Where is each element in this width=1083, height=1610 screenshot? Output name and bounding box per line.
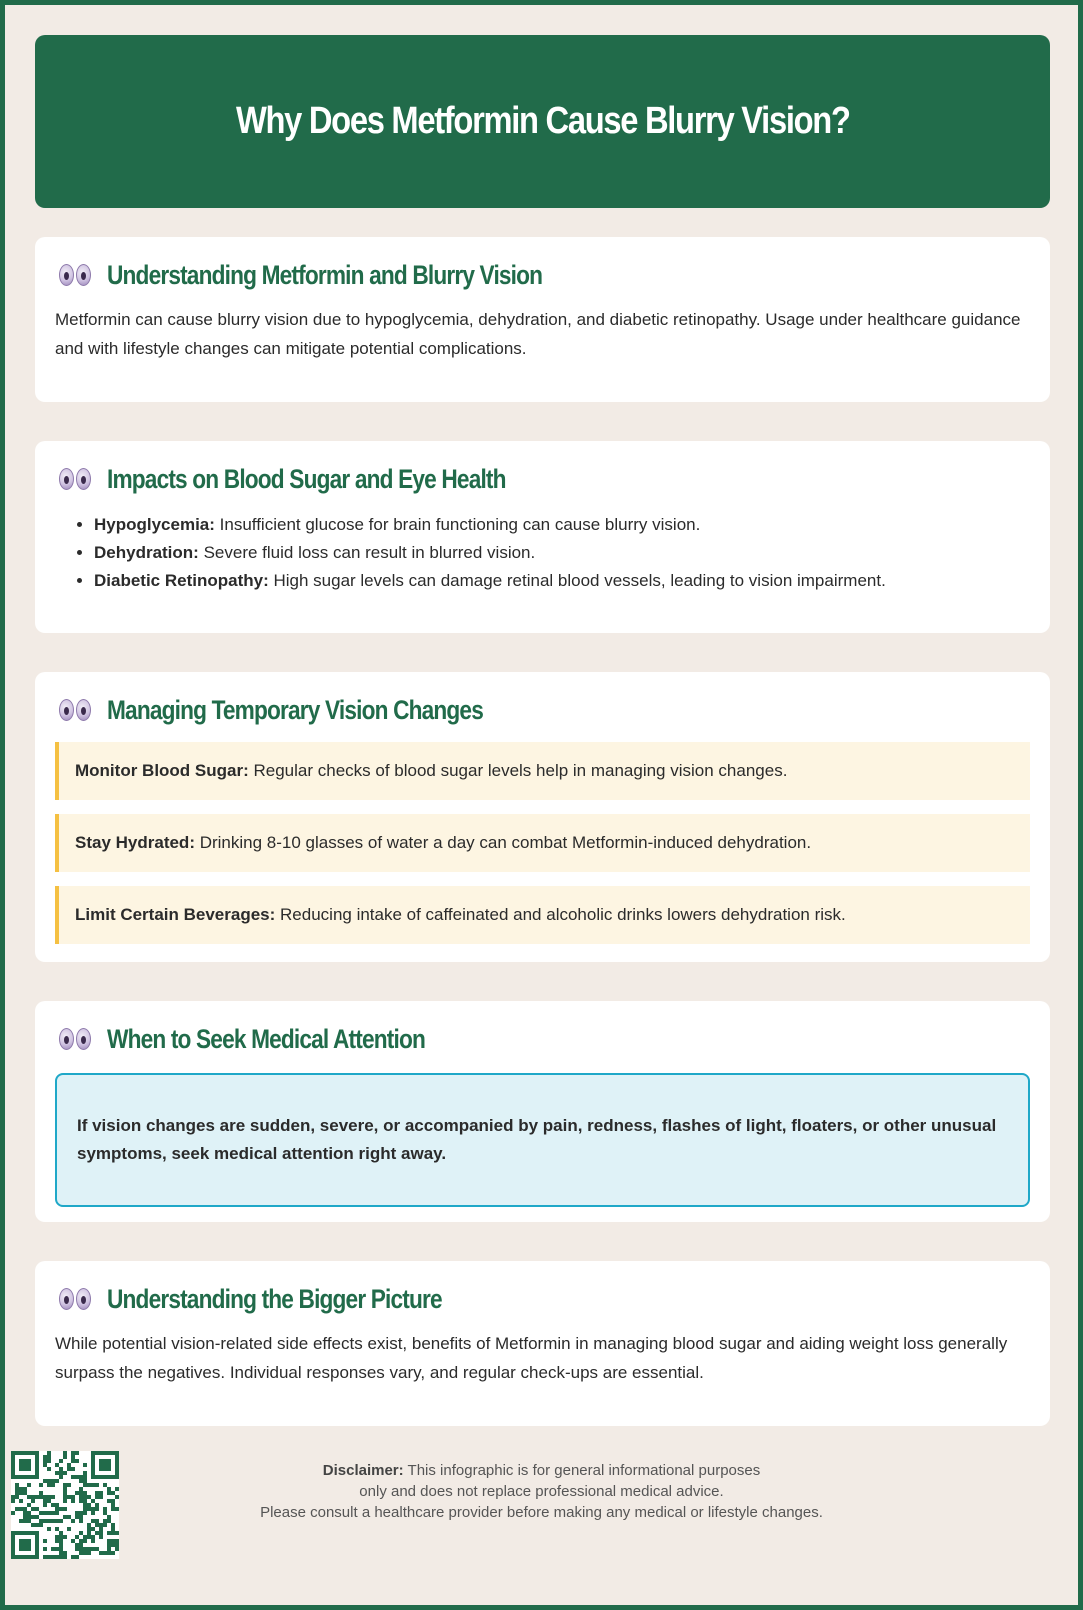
disclaimer-label: Disclaimer: <box>322 1462 404 1479</box>
disclaimer-line-2: only and does not replace professional medical advice. <box>359 1483 724 1500</box>
section-paragraph: Metformin can cause blurry vision due to hypoglycemia, dehydration, and diabetic retinopathy. Usage under healthcare guidance and with lifestyle changes can mitigate potential complications. <box>55 310 1021 358</box>
section-heading <box>55 690 1030 730</box>
disclaimer-line-3: Please consult a healthcare provider before making any medical or lifestyle changes. <box>260 1504 823 1521</box>
tip-term: Monitor Blood Sugar: <box>75 761 249 780</box>
section-title: Understanding the Bigger Picture <box>107 1283 442 1314</box>
section-heading <box>55 1019 1030 1059</box>
impacts-list <box>55 511 1030 595</box>
tip-text: Regular checks of blood sugar levels help in managing vision changes. <box>248 761 788 780</box>
section-understanding <box>35 237 1050 402</box>
list-item <box>94 511 1030 539</box>
section-title: Understanding Metformin and Blurry Vision <box>107 259 543 290</box>
page-title: Why Does Metformin Cause Blurry Vision? <box>235 100 850 142</box>
disclaimer-line-1: This infographic is for general informational purposes <box>403 1462 761 1479</box>
warning-alert <box>55 1073 1030 1207</box>
list-item <box>94 567 1030 595</box>
eyes-icon <box>59 264 91 286</box>
eyes-icon <box>59 1288 91 1310</box>
section-medical-attention <box>35 1001 1050 1222</box>
tip-text: Reducing intake of caffeinated and alcoholic drinks lowers dehydration risk. <box>275 905 846 924</box>
list-item-term: Hypoglycemia: <box>94 515 215 534</box>
section-managing <box>35 672 1050 962</box>
header-banner <box>35 35 1050 208</box>
list-item-text: High sugar levels can damage retinal blood vessels, leading to vision impairment. <box>268 571 886 590</box>
list-item-term: Diabetic Retinopathy: <box>94 571 269 590</box>
section-heading <box>55 459 1030 499</box>
eyes-icon <box>59 699 91 721</box>
section-title: Impacts on Blood Sugar and Eye Health <box>107 463 506 494</box>
section-impacts <box>35 441 1050 633</box>
list-item <box>94 539 1030 567</box>
tip-callout <box>55 742 1030 800</box>
section-title: Managing Temporary Vision Changes <box>107 694 483 725</box>
eyes-icon <box>59 468 91 490</box>
tips-list <box>55 742 1030 944</box>
section-bigger-picture <box>35 1261 1050 1426</box>
list-item-text: Severe fluid loss can result in blurred vision. <box>198 543 536 562</box>
section-heading <box>55 255 1030 295</box>
eyes-icon <box>59 1028 91 1050</box>
list-item-text: Insufficient glucose for brain functioning can cause blurry vision. <box>214 515 701 534</box>
list-item-term: Dehydration: <box>94 543 199 562</box>
tip-term: Limit Certain Beverages: <box>75 905 276 924</box>
section-title: When to Seek Medical Attention <box>107 1023 425 1054</box>
section-paragraph: While potential vision-related side effects exist, benefits of Metformin in managing blood sugar and aiding weight loss generally surpass the negatives. Individual responses vary, and regular check-ups are essential. <box>55 1334 1008 1382</box>
alert-text: If vision changes are sudden, severe, or accompanied by pain, redness, flashes of light, floaters, or other unusual symptoms, seek medical attention right away. <box>77 1116 997 1163</box>
disclaimer-footer <box>5 1460 1078 1523</box>
section-heading <box>55 1279 1030 1319</box>
tip-callout <box>55 886 1030 944</box>
tip-term: Stay Hydrated: <box>75 833 195 852</box>
tip-callout <box>55 814 1030 872</box>
tip-text: Drinking 8-10 glasses of water a day can combat Metformin-induced dehydration. <box>194 833 812 852</box>
